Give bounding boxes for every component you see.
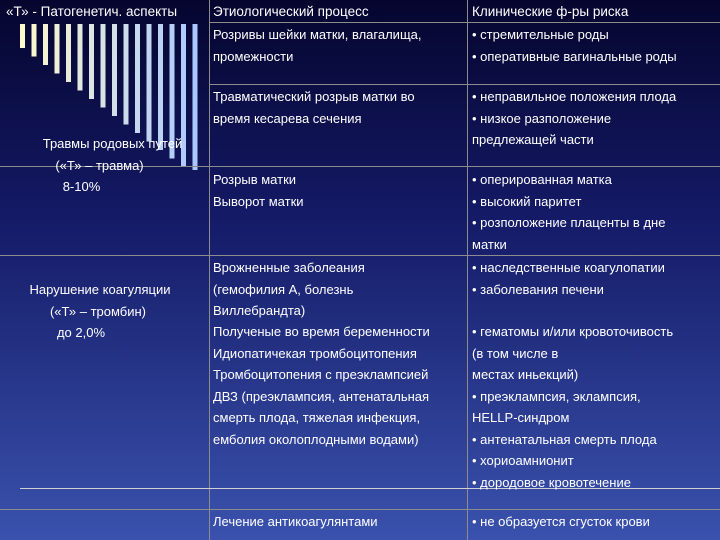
- text-line: • оперированная матка: [472, 172, 612, 187]
- text-line: HELLP-синдром: [472, 410, 570, 425]
- decorative-bar: [112, 24, 117, 116]
- decorative-bar: [43, 24, 48, 65]
- grid-line-vertical-1: [209, 0, 210, 540]
- row-1-risk: [472, 24, 677, 67]
- row-2-risk: [472, 86, 676, 151]
- text-line: Полученые во время беременности: [213, 324, 430, 339]
- text-line: • антенатальная смерть плода: [472, 431, 657, 447]
- text-line: время кесарева сечения: [213, 110, 362, 126]
- row-3-etiology: [213, 169, 304, 212]
- decorative-bar: [20, 24, 25, 48]
- text-line: • гематомы и/или кровоточивость: [472, 324, 674, 339]
- category-coag-percent: до 2,0%: [56, 325, 106, 340]
- text-line: • стремительные роды: [472, 27, 609, 42]
- category-coag-code: («Т» – тромбин): [49, 303, 147, 319]
- grid-line-vertical-2: [467, 0, 468, 540]
- text-line: • дородовое кровотечение: [472, 474, 631, 490]
- grid-line-row-1: [209, 84, 720, 85]
- text-line: Лечение антикоагулянтами: [213, 514, 378, 529]
- row-1-etiology: [213, 24, 421, 67]
- row-5-etiology: [213, 321, 430, 450]
- text-line: Розрыв матки: [213, 172, 297, 187]
- text-line: Выворот матки: [213, 193, 304, 209]
- text-line: Врожненные заболеания: [213, 260, 365, 275]
- text-line: (гемофилия А, болезнь: [213, 281, 354, 297]
- decorative-bar: [89, 24, 94, 99]
- grid-line-row-4: [0, 509, 720, 510]
- category-coag-title: Нарушение коагуляции: [29, 282, 171, 297]
- text-line: смерть плода, тяжелая инфекция,: [213, 410, 421, 425]
- decorative-bar: [147, 24, 152, 142]
- decorative-bar: [101, 24, 106, 108]
- text-line: • розположение плаценты в дне: [472, 215, 666, 230]
- grid-line-row-3: [0, 255, 720, 256]
- text-line: Идиопатичекая тромбоцитопения: [213, 345, 417, 361]
- text-line: • заболевания печени: [472, 281, 604, 297]
- text-line: матки: [472, 236, 507, 252]
- text-line: • высокий паритет: [472, 193, 582, 209]
- decorative-bar: [78, 24, 83, 91]
- text-line: емболия околоплодными водами): [213, 431, 419, 447]
- grid-line-header: [209, 22, 720, 23]
- row-4-risk: [472, 257, 665, 300]
- row-2-etiology: [213, 86, 415, 129]
- text-line: • не образуется сгусток крови: [472, 514, 650, 529]
- decorative-bar: [32, 24, 37, 57]
- category-trauma-code: («Т» – травма): [55, 157, 144, 173]
- header-col-1: «Т» - Патогенетич. аспекты: [6, 4, 178, 19]
- text-line: Виллебрандта): [213, 303, 306, 318]
- text-line: Тромбоцитопения с преэклампсией: [213, 367, 429, 382]
- text-line: (в том числе в: [472, 345, 559, 361]
- text-line: • неправильное положения плода: [472, 89, 677, 104]
- category-trauma: [10, 133, 215, 198]
- text-line: • наследственные коагулопатии: [472, 260, 665, 275]
- text-line: • преэклампсия, эклампсия,: [472, 388, 641, 404]
- decorative-bar: [124, 24, 129, 125]
- row-6-risk: [472, 511, 650, 533]
- header-col-2: Этиологический процесс: [213, 4, 369, 19]
- text-line: Травматический розрыв матки во: [213, 89, 415, 104]
- text-line: промежности: [213, 48, 294, 64]
- text-line: предлежащей части: [472, 132, 594, 147]
- text-line: • оперативные вагинальные роды: [472, 48, 677, 64]
- row-3-risk: [472, 169, 665, 255]
- category-trauma-title: Травмы родовых путей: [42, 136, 183, 151]
- text-line: • хориоамнионит: [472, 453, 574, 468]
- text-line: местах иньекций): [472, 367, 579, 382]
- decorative-bar: [66, 24, 71, 82]
- row-5-risk: [472, 321, 673, 493]
- text-line: Розривы шейки матки, влагалища,: [213, 27, 422, 42]
- category-coagulation: [0, 279, 200, 344]
- decorative-bar: [55, 24, 60, 74]
- decorative-bar: [135, 24, 140, 133]
- text-line: ДВЗ (преэклампсия, антенатальная: [213, 388, 430, 404]
- text-line: • низкое разположение: [472, 110, 612, 126]
- category-trauma-percent: 8-10%: [62, 179, 101, 194]
- row-6-etiology: [213, 511, 378, 533]
- decorative-bar: [158, 24, 163, 150]
- row-4-etiology: [213, 257, 365, 322]
- header-col-3: Клинические ф-ры риска: [472, 4, 629, 19]
